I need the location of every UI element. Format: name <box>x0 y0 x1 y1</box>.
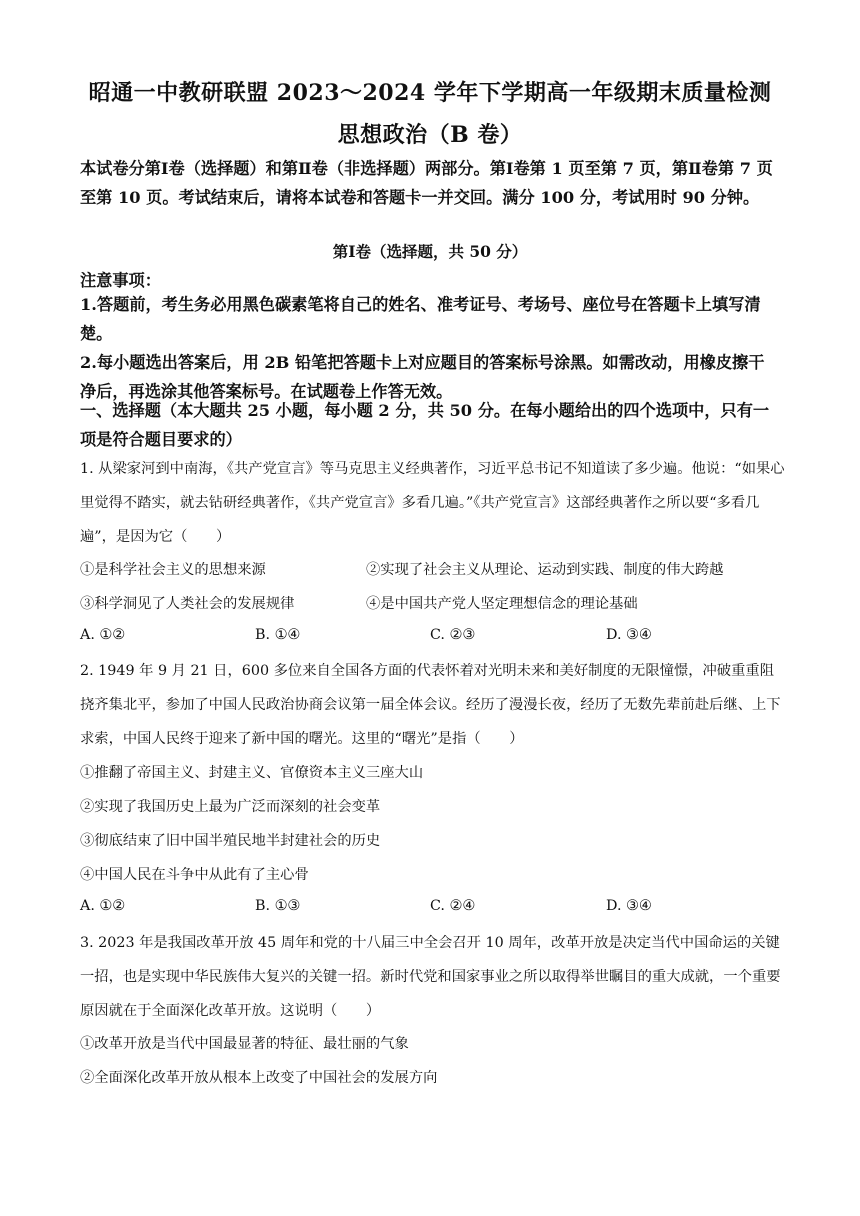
notice-item-2: 2.每小题选出答案后，用 2B 铅笔把答题卡上对应题目的答案标号涂黑。如需改动，用橡皮擦干净后，再选涂其他答案标号。在试题卷上作答无效。 <box>80 353 765 401</box>
question-1-stem: 1. 从梁家河到中南海，《共产党宣言》等马克思主义经典著作，习近平总书记不知道读了多少遍。他说：“如果心里觉得不踏实，就去钻研经典著作，《共产党宣言》多看几遍。”《共产党宣言》这部经典著作之所以要“多看几遍”，是因为它（ ） <box>80 461 785 545</box>
question-1-statement-3: ③科学洞见了人类社会的发展规律 <box>80 596 295 612</box>
question-1-statement-1: ①是科学社会主义的思想来源 <box>80 562 266 578</box>
question-1-statement-4: ④是中国共产党人坚定理想信念的理论基础 <box>366 596 638 612</box>
question-2-choice-b: B. ①③ <box>255 898 301 914</box>
question-2-statement-2: ②实现了我国历史上最为广泛而深刻的社会变革 <box>80 799 381 815</box>
question-2-statement-1: ①推翻了帝国主义、封建主义、官僚资本主义三座大山 <box>80 765 424 781</box>
notice-heading: 注意事项： <box>80 271 161 290</box>
exam-intro: 本试卷分第Ⅰ卷（选择题）和第Ⅱ卷（非选择题）两部分。第Ⅰ卷第 1 页至第 7 页，第Ⅱ卷第 7 页至第 10 页。考试结束后，请将本试卷和答题卡一并交回。满分 100 分，考试用时 90 分钟。 <box>80 159 773 207</box>
question-1-statement-2: ②实现了社会主义从理论、运动到实践、制度的伟大跨越 <box>366 562 724 578</box>
question-1-choice-c: C. ②③ <box>430 627 476 643</box>
question-3-statement-2: ②全面深化改革开放从根本上改变了中国社会的发展方向 <box>80 1070 438 1086</box>
part1-heading: 第Ⅰ卷（选择题，共 50 分） <box>332 242 528 261</box>
section1-heading: 一、选择题（本大题共 25 小题，每小题 2 分，共 50 分。在每小题给出的四个选项中，只有一项是符合题目要求的） <box>80 401 770 449</box>
question-1-choice-a: A. ①② <box>80 627 126 643</box>
question-2-statement-3: ③彻底结束了旧中国半殖民地半封建社会的历史 <box>80 833 381 849</box>
question-1-choice-d: D. ③④ <box>606 627 652 643</box>
question-2-choice-c: C. ②④ <box>430 898 476 914</box>
question-2-choice-a: A. ①② <box>80 898 126 914</box>
question-2-choice-d: D. ③④ <box>606 898 652 914</box>
notice-item-1: 1.答题前，考生务必用黑色碳素笔将自己的姓名、准考证号、考场号、座位号在答题卡上填写清楚。 <box>80 295 761 343</box>
question-2-statement-4: ④中国人民在斗争中从此有了主心骨 <box>80 867 309 883</box>
question-3-stem: 3. 2023 年是我国改革开放 45 周年和党的十八届三中全会召开 10 周年，改革开放是决定当代中国命运的关键一招，也是实现中华民族伟大复兴的关键一招。新时代党和国家事业之所以取得举世瞩目的重大成就，一个重要原因就在于全面深化改革开放。这说明（ ） <box>80 935 781 1019</box>
exam-subtitle: 思想政治（B 卷） <box>337 122 523 148</box>
question-1-choice-b: B. ①④ <box>255 627 301 643</box>
exam-title: 昭通一中教研联盟 2023～2024 学年下学期高一年级期末质量检测 <box>88 80 772 106</box>
question-3-statement-1: ①改革开放是当代中国最显著的特征、最壮丽的气象 <box>80 1036 409 1052</box>
question-2-stem: 2. 1949 年 9 月 21 日，600 多位来自全国各方面的代表怀着对光明未来和美好制度的无限憧憬，冲破重重阻挠齐集北平，参加了中国人民政治协商会议第一届全体会议。经历了漫漫长夜，经历了无数先辈前赴后继、上下求索，中国人民终于迎来了新中国的曙光。这里的“曙光”是指（ ） <box>80 663 781 747</box>
